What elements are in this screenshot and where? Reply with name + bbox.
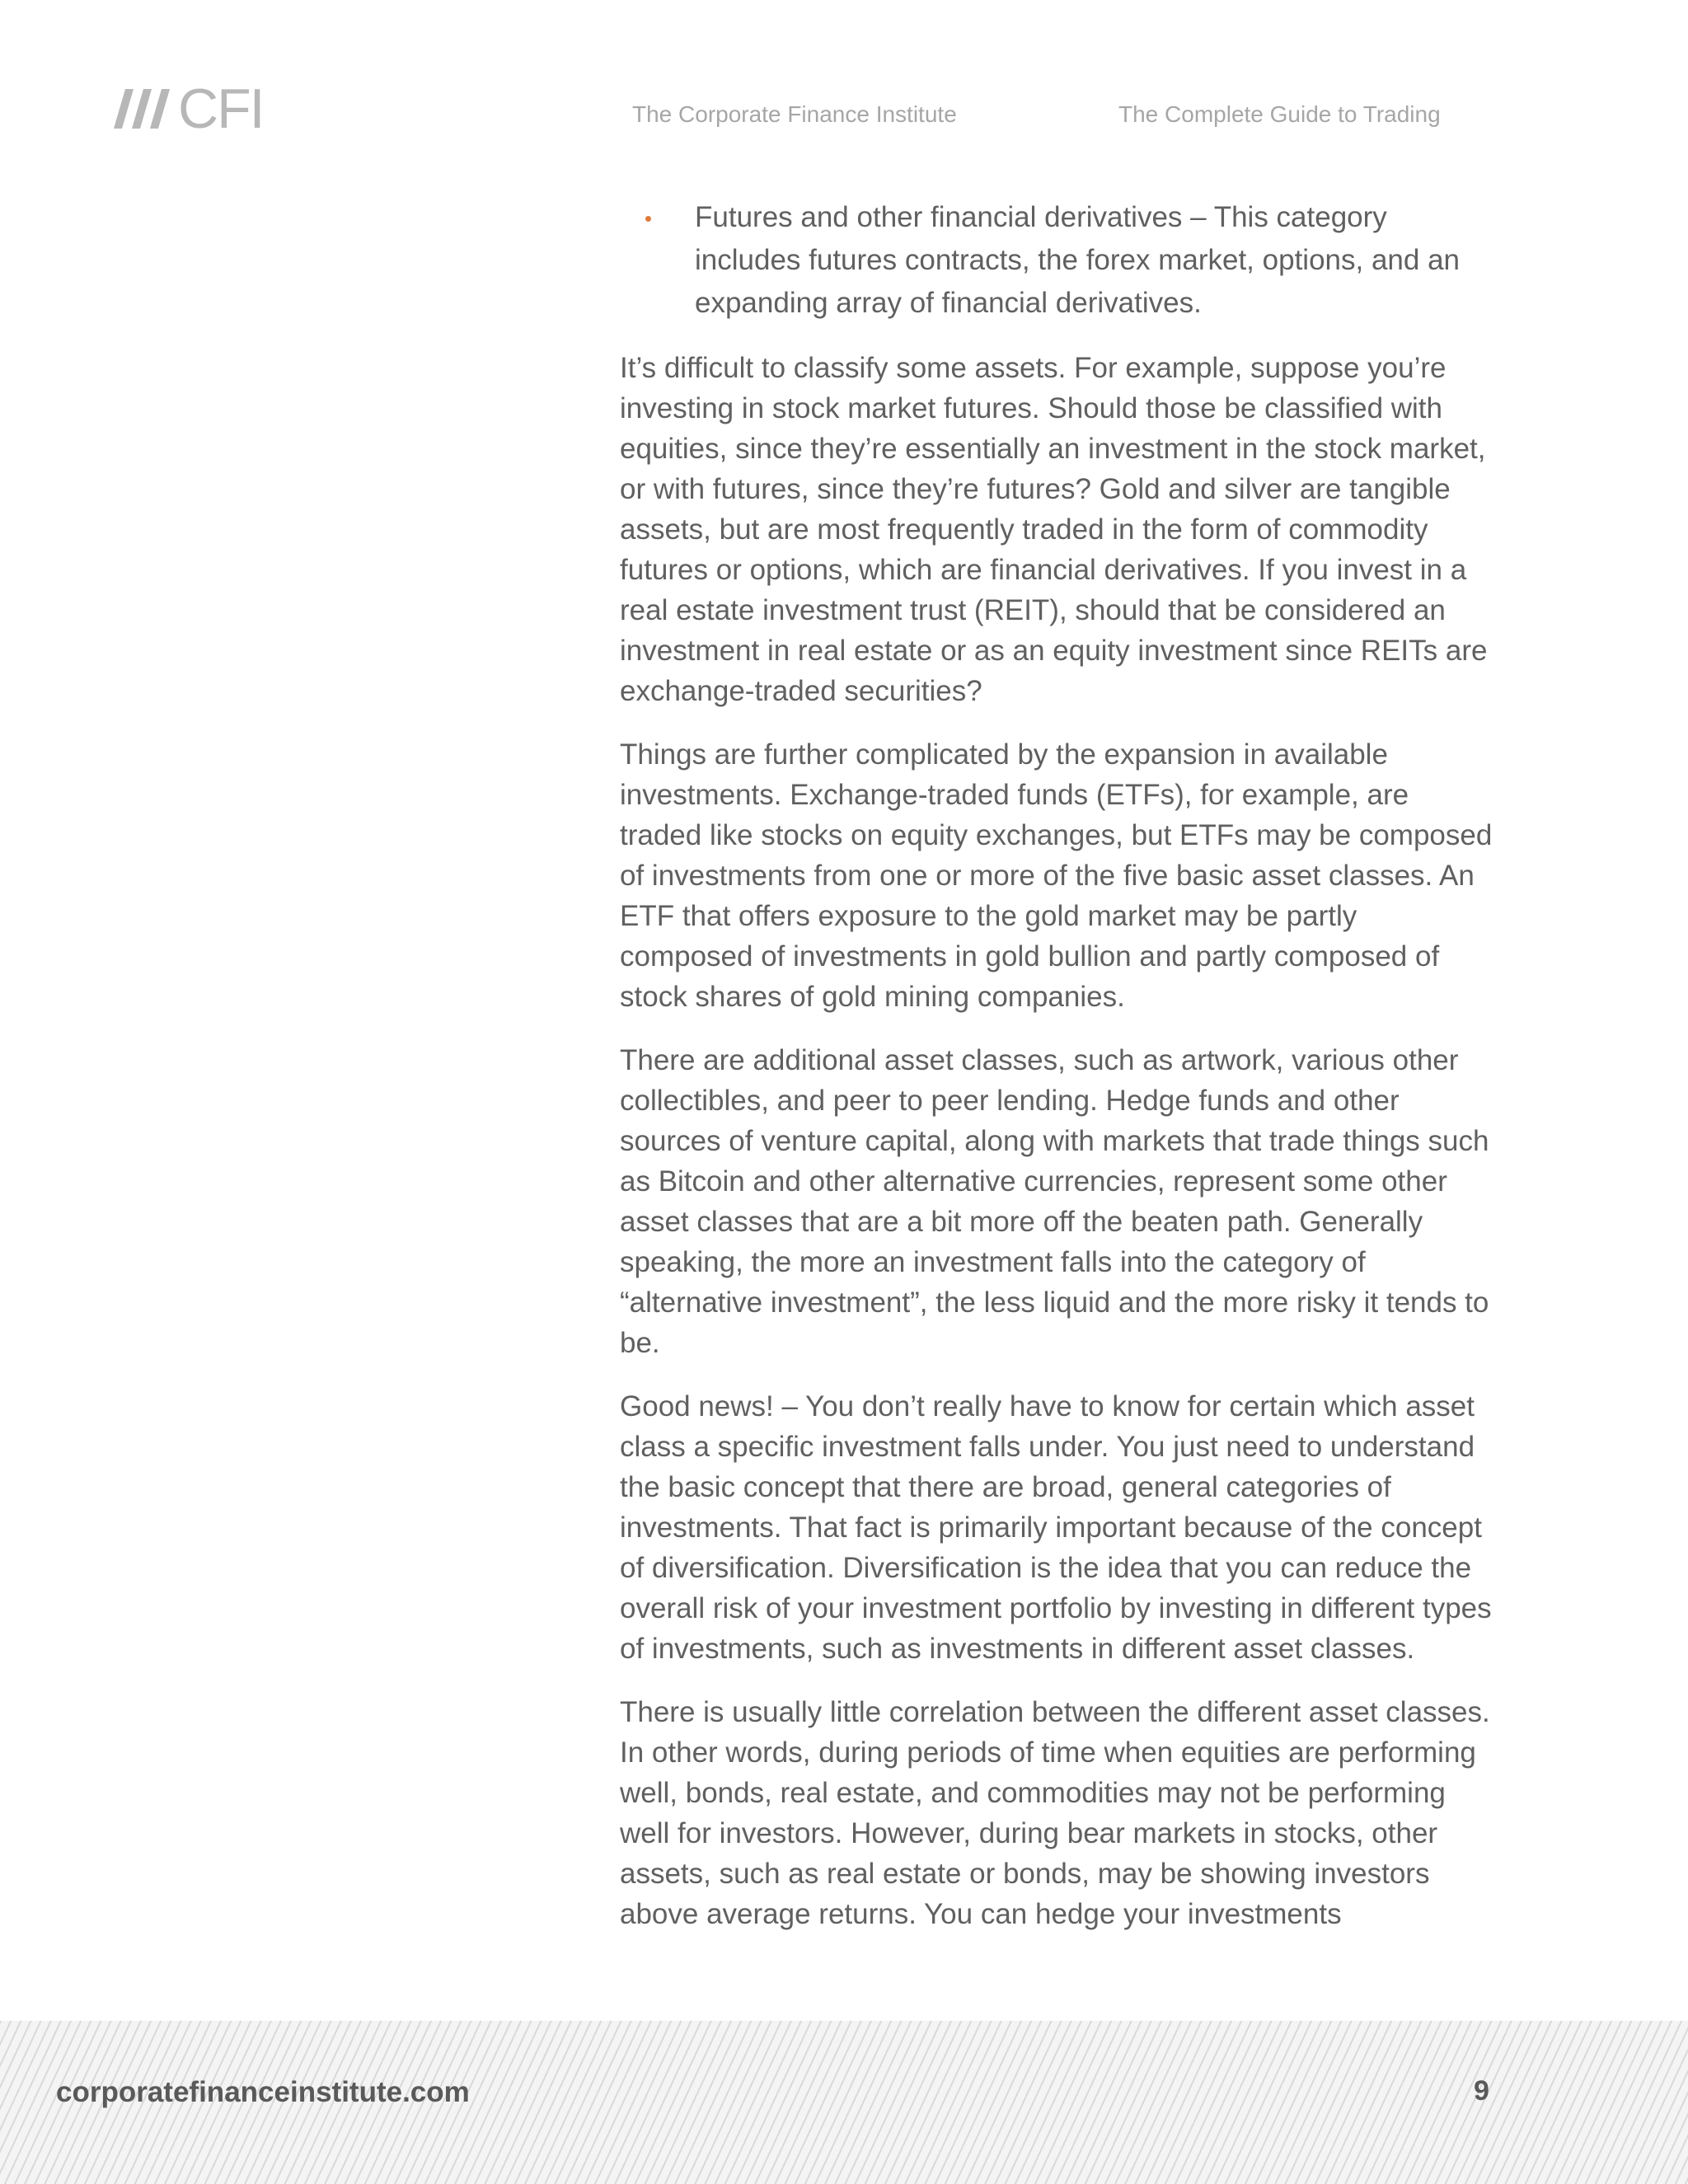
paragraph-asset-correlation: There is usually little correlation between the different asset classes. In other words, during periods of time when equities are performing well, bonds, real estate, and commodities may not be performing well for investors. However, during bear markets in stocks, other assets, such as real estate or bonds, may be showing investors above average returns. You can hedge your investments xyxy=(620,1696,1490,1930)
paragraph-asset-classification: It’s difficult to classify some assets. For example, suppose you’re investing in stock market futures. Should those be classified with equities, since they’re essentially an investment in the stock market, or with futures, since they’re futures? Gold and silver are tangible assets, but are most frequently traded in the form of commodity futures or options, which are financial derivatives. If you invest in a real estate investment trust (REIT), should that be considered an investment in real estate or as an equity investment since REITs are exchange-traded securities? xyxy=(620,352,1488,707)
logo-wordmark: CFI xyxy=(178,77,264,140)
paragraph-additional-asset-classes: There are additional asset classes, such as artwork, various other collectibles, and peer to peer lending. Hedge funds and other sources of venture capital, along with markets that trade things such as Bitcoin and other alternative currencies, represent some other asset classes that are a bit more off the beaten path. Generally speaking, the more an investment falls into the category of “alternative investment”, the less liquid and the more risky it tends to be. xyxy=(620,1044,1489,1359)
footer-website-url: corporatefinanceinstitute.com xyxy=(56,2076,470,2108)
paragraph-good-news-diversification: Good news! – You don’t really have to know for certain which asset class a specific investment falls under. You just need to understand the basic concept that there are broad, general categories of investments. That fact is primarily important because of the concept of diversification. Diversification is the idea that you can reduce the overall risk of your investment portfolio by investing in different types of investments, such as investments in different asset classes. xyxy=(620,1390,1492,1665)
bullet-text: Futures and other financial derivatives – This category includes futures contracts, the forex market, options, and an expanding array of financial derivatives. xyxy=(695,201,1460,319)
cfi-logo-stripes-icon xyxy=(114,89,171,129)
cfi-logo xyxy=(114,77,264,140)
bullet-list xyxy=(620,196,1493,325)
header-guide-title: The Complete Guide to Trading xyxy=(1118,101,1441,127)
bullet-item xyxy=(620,196,1493,325)
document-body xyxy=(620,196,1493,1957)
paragraph-etf-expansion: Things are further complicated by the expansion in available investments. Exchange-traded funds (ETFs), for example, are traded like stocks on equity exchanges, but ETFs may be composed of investments from one or more of the five basic asset classes. An ETF that offers exposure to the gold market may be partly composed of investments in gold bullion and partly composed of stock shares of gold mining companies. xyxy=(620,738,1493,1013)
header-org-title: The Corporate Finance Institute xyxy=(632,101,957,127)
bullet-dot-icon xyxy=(645,216,651,222)
page-number: 9 xyxy=(1474,2075,1489,2107)
